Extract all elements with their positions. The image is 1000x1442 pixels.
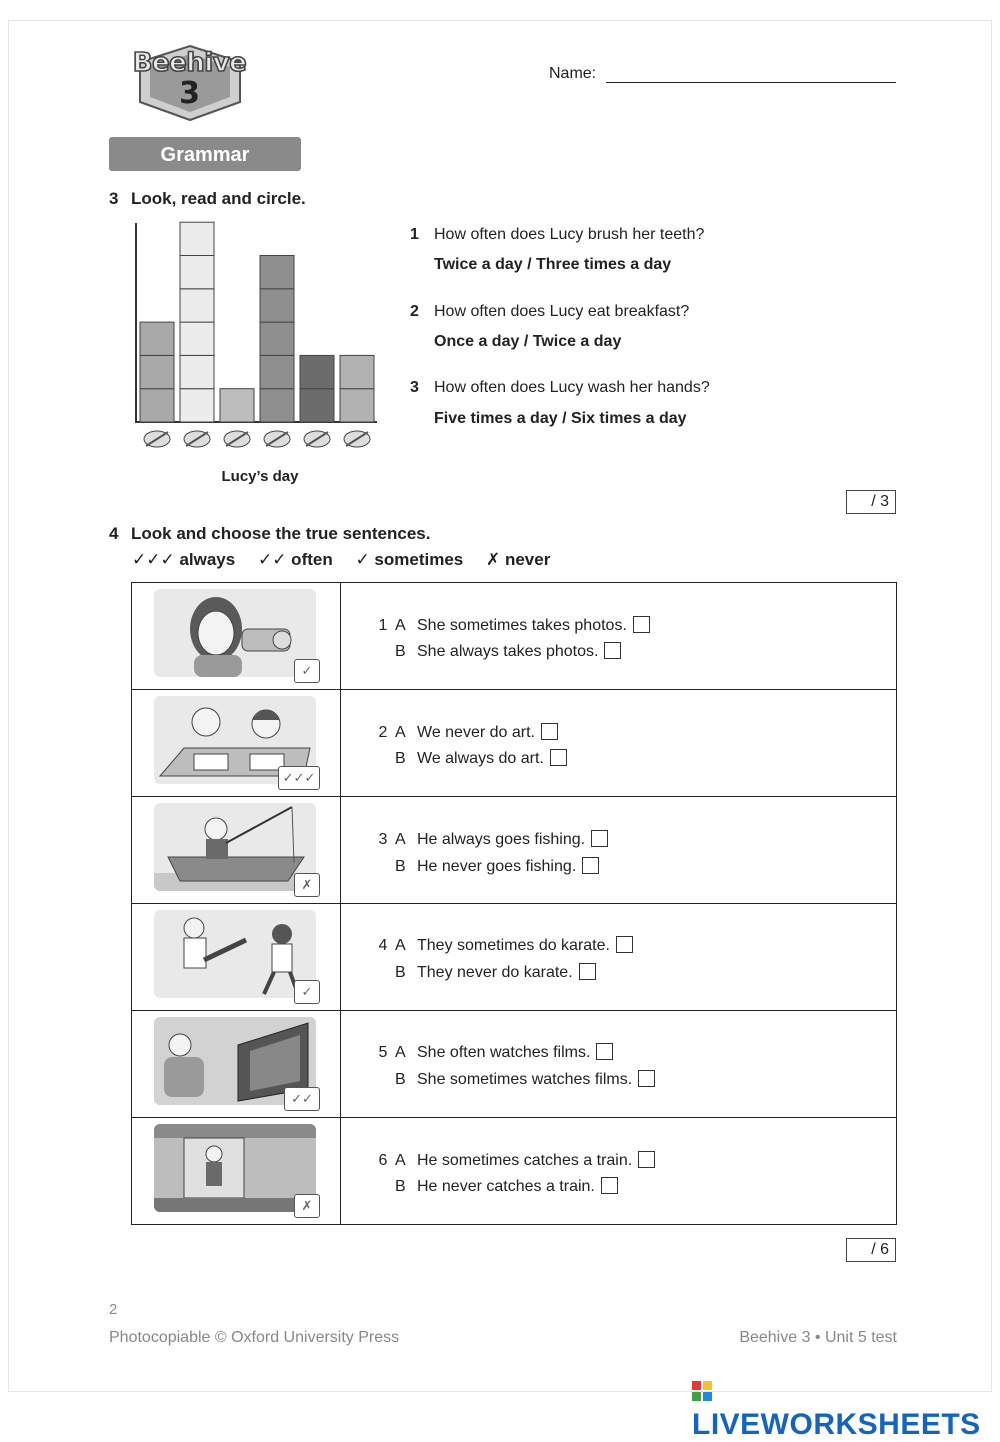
option-letter: A [395, 1152, 406, 1169]
chart-bar-5 [300, 355, 334, 422]
chart-caption: Lucy’s day [221, 468, 299, 485]
table-row [132, 904, 897, 1011]
sentence-6a [371, 1151, 655, 1170]
sentence-text: She always takes photos. [417, 643, 599, 660]
option-letter: B [395, 858, 406, 875]
activity-icon-4 [264, 431, 290, 447]
exercise-4-title [109, 524, 430, 544]
sentence-text: He never goes fishing. [417, 858, 577, 875]
chart-bar-unit [180, 222, 214, 255]
picture-cell [132, 797, 341, 904]
sentence-text: He always goes fishing. [417, 831, 586, 848]
logo-text: Beehive [132, 48, 247, 78]
sentence-cell [341, 1011, 897, 1118]
question-number: 2 [410, 303, 419, 320]
sentence-5b [371, 1070, 655, 1089]
chart-bar-unit [180, 389, 214, 422]
checkbox[interactable] [591, 830, 608, 847]
chart-bar-unit [260, 289, 294, 322]
item-number: 5 [378, 1044, 388, 1061]
sentence-text: He never catches a train. [417, 1178, 595, 1195]
score-box-6: / 6 [846, 1238, 896, 1262]
sentence-cell [341, 583, 897, 690]
chart-bar-unit [260, 256, 294, 289]
chart-bar-unit [180, 256, 214, 289]
option-letter: B [395, 964, 406, 981]
exercise-3-title [109, 189, 306, 209]
sentence-4a [371, 936, 633, 955]
question-3 [410, 379, 710, 397]
fishing-boat-illustration [154, 803, 316, 891]
item-number: 1 [378, 617, 388, 634]
option-letter: A [395, 1044, 406, 1061]
option-letter: A [395, 937, 406, 954]
question-1 [410, 226, 704, 244]
table-row [132, 797, 897, 904]
sentence-cell [341, 904, 897, 1011]
item-number: 6 [378, 1152, 388, 1169]
chart-bar-unit [260, 389, 294, 422]
table-row [132, 1011, 897, 1118]
key-always: ✓✓✓ always [132, 550, 236, 569]
option-letter: B [395, 750, 406, 767]
exercise-instruction: Look and choose the true sentences. [131, 524, 431, 543]
question-number: 1 [410, 226, 419, 243]
checkbox[interactable] [633, 616, 650, 633]
sentence-1b [371, 642, 621, 661]
chart-bar-unit [300, 355, 334, 388]
sentence-text: She sometimes watches films. [417, 1071, 633, 1088]
score-box-3: / 3 [846, 490, 896, 514]
fishing-picture [154, 803, 316, 891]
chart-bar-4 [260, 256, 294, 423]
chart-bar-unit [140, 389, 174, 422]
exercise-number: 4 [109, 524, 119, 543]
train-picture [154, 1124, 316, 1212]
sentence-2a [371, 723, 558, 742]
item-number: 2 [378, 724, 388, 741]
chart-bar-1 [140, 322, 174, 422]
sentence-3b [371, 857, 599, 876]
chart-bar-unit [260, 355, 294, 388]
photo-girl-camera-picture [154, 589, 316, 677]
sentences-table [131, 582, 897, 1225]
copyright-text: Photocopiable © Oxford University Press [109, 1329, 400, 1346]
table-row [132, 1118, 897, 1225]
question-2 [410, 303, 689, 321]
sentence-text: They sometimes do karate. [417, 937, 610, 954]
picture-cell [132, 690, 341, 797]
picture-cell [132, 904, 341, 1011]
train-illustration [154, 1124, 316, 1212]
item-number: 4 [378, 937, 388, 954]
answer-choices-1[interactable]: Twice a day / Three times a day [434, 256, 672, 273]
chart-bar-unit [340, 355, 374, 388]
activity-icon-2 [184, 431, 210, 447]
sentence-cell [341, 690, 897, 797]
checkbox[interactable] [582, 857, 599, 874]
chart-bar-unit [140, 355, 174, 388]
option-letter: B [395, 643, 406, 660]
sentence-text: They never do karate. [417, 964, 573, 981]
unit-label: Beehive 3 • Unit 5 test [739, 1329, 897, 1346]
question-text: How often does Lucy wash her hands? [434, 379, 710, 396]
frequency-mark: ✓✓ [284, 1087, 320, 1111]
section-title: Grammar [109, 137, 301, 171]
picture-cell [132, 1118, 341, 1225]
exercise-instruction: Look, read and circle. [131, 189, 306, 208]
chart-bar-unit [180, 289, 214, 322]
sentence-text: He sometimes catches a train. [417, 1152, 633, 1169]
sentence-3a [371, 830, 608, 849]
sentence-5a [371, 1043, 613, 1062]
checkbox[interactable] [616, 936, 633, 953]
liveworksheets-logo-icon [692, 1381, 712, 1401]
answer-choices-2[interactable]: Once a day / Twice a day [434, 333, 622, 350]
option-letter: A [395, 724, 406, 741]
frequency-mark: ✓ [294, 659, 320, 683]
camera-girl-illustration [154, 589, 316, 677]
karate-picture [154, 910, 316, 998]
checkbox[interactable] [579, 963, 596, 980]
chart-bar-unit [260, 322, 294, 355]
checkbox[interactable] [541, 723, 558, 740]
chart-bar-unit [300, 389, 334, 422]
key-sometimes: ✓ sometimes [355, 550, 464, 569]
question-number: 3 [410, 379, 419, 396]
chart-bar-unit [220, 389, 254, 422]
sentence-2b [371, 749, 567, 768]
beehive-logo [122, 40, 257, 122]
checkbox[interactable] [596, 1043, 613, 1060]
sentence-cell [341, 1118, 897, 1225]
lucy-day-chart [125, 215, 390, 490]
activity-icon-3 [224, 431, 250, 447]
brand-text: LIVEWORKSHEETS [692, 1408, 981, 1441]
key-often: ✓✓ often [257, 550, 333, 569]
chart-bar-6 [340, 355, 374, 422]
item-number: 3 [378, 831, 388, 848]
option-letter: B [395, 1071, 406, 1088]
chart-bar-unit [180, 322, 214, 355]
name-field[interactable] [606, 82, 896, 83]
option-letter: B [395, 1178, 406, 1195]
chart-bar-unit [180, 355, 214, 388]
sentence-text: We never do art. [417, 724, 535, 741]
table-row [132, 583, 897, 690]
checkbox[interactable] [604, 642, 621, 659]
exercise-number: 3 [109, 189, 119, 208]
sentence-text: She sometimes takes photos. [417, 617, 627, 634]
picture-cell [132, 583, 341, 690]
answer-choices-3[interactable]: Five times a day / Six times a day [434, 410, 687, 427]
picture-cell [132, 1011, 341, 1118]
sentence-cell [341, 797, 897, 904]
name-label: Name: [549, 65, 597, 82]
liveworksheets-brand[interactable] [692, 1374, 1000, 1442]
checkbox[interactable] [638, 1151, 655, 1168]
table-row [132, 690, 897, 797]
sentence-text: We always do art. [417, 750, 544, 767]
activity-icon-5 [304, 431, 330, 447]
frequency-mark: ✗ [294, 873, 320, 897]
question-text: How often does Lucy brush her teeth? [434, 226, 705, 243]
option-letter: A [395, 617, 406, 634]
checkbox[interactable] [601, 1177, 618, 1194]
chart-bar-3 [220, 389, 254, 422]
chart-bar-unit [340, 389, 374, 422]
sentence-4b [371, 963, 596, 982]
sentence-text: She often watches films. [417, 1044, 591, 1061]
frequency-mark: ✗ [294, 1194, 320, 1218]
frequency-mark: ✓✓✓ [278, 766, 320, 790]
chart-bar-unit [140, 322, 174, 355]
frequency-mark: ✓ [294, 980, 320, 1004]
logo-number: 3 [179, 76, 200, 111]
checkbox[interactable] [550, 749, 567, 766]
activity-icon-6 [344, 431, 370, 447]
sentence-6b [371, 1177, 618, 1196]
karate-illustration [154, 910, 316, 998]
activity-icon-1 [144, 431, 170, 447]
chart-bar-2 [180, 222, 214, 422]
page-number: 2 [109, 1301, 118, 1318]
checkbox[interactable] [638, 1070, 655, 1087]
option-letter: A [395, 831, 406, 848]
question-text: How often does Lucy eat breakfast? [434, 303, 690, 320]
sentence-1a [371, 616, 650, 635]
frequency-key [132, 550, 568, 570]
key-never: ✗ never [486, 550, 551, 569]
